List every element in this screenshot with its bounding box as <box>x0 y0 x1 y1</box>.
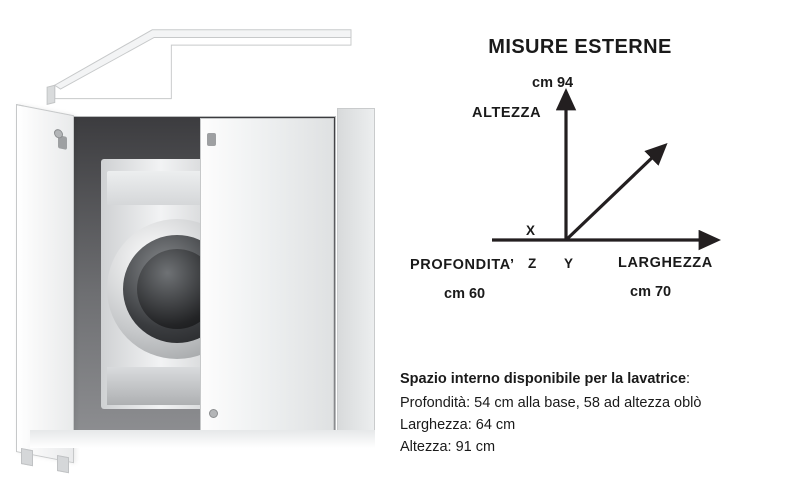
door-handle-right <box>207 133 216 146</box>
width-value: cm 70 <box>630 284 672 300</box>
cabinet-side-panel <box>337 108 375 440</box>
axis-depth-line <box>566 154 656 240</box>
axis-z-label: Z <box>528 256 537 271</box>
left-door-open <box>16 104 74 463</box>
cabinet-foot-left-2 <box>57 455 69 473</box>
cabinet-foot-left <box>21 448 33 466</box>
axis-x-label: X <box>526 223 536 238</box>
cabinet-body <box>30 100 375 445</box>
height-value: cm 94 <box>532 75 574 91</box>
door-lock-right <box>209 409 218 418</box>
axis-y-label: Y <box>564 256 574 271</box>
info-heading-colon: : <box>686 371 691 387</box>
diagram-title: MISURE ESTERNE <box>488 36 672 58</box>
depth-value: cm 60 <box>444 286 486 302</box>
width-label: LARGHEZZA <box>618 255 713 271</box>
height-label: ALTEZZA <box>472 105 542 121</box>
info-heading-text: Spazio interno disponibile per la lavatrice <box>400 371 687 387</box>
axes-diagram <box>400 0 800 330</box>
right-door-closed <box>200 118 334 438</box>
depth-label: PROFONDITA’ <box>410 257 515 273</box>
info-heading <box>400 368 794 390</box>
info-line-depth: Profondità: 54 cm alla base, 58 ad altezza oblò <box>400 395 702 411</box>
interior-space-info <box>400 368 794 458</box>
info-line-height: Altezza: 91 cm <box>400 439 496 455</box>
door-lock-left <box>54 128 63 139</box>
cabinet-plinth <box>30 430 375 448</box>
measurements-panel <box>400 0 800 501</box>
info-line-width: Larghezza: 64 cm <box>400 417 516 433</box>
